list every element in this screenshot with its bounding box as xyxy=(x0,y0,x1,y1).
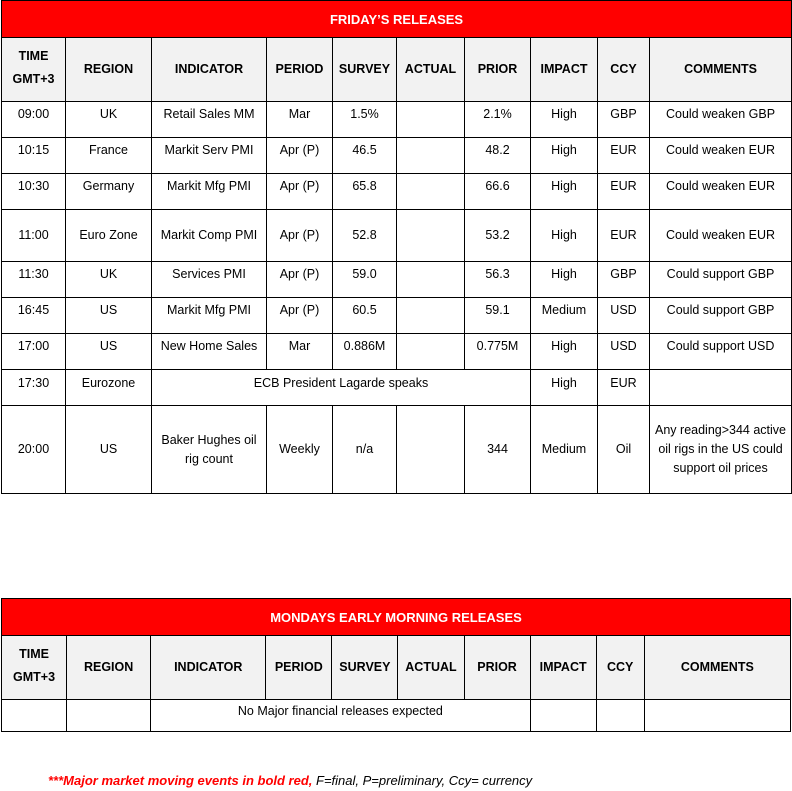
cell-actual xyxy=(397,210,465,262)
cell-impact: Medium xyxy=(531,406,598,494)
cell-ccy: EUR xyxy=(598,210,650,262)
cell-actual xyxy=(397,262,465,298)
header-impact: IMPACT xyxy=(530,636,596,700)
header-region: REGION xyxy=(66,38,152,102)
cell-ccy: USD xyxy=(598,334,650,370)
cell-actual xyxy=(397,334,465,370)
cell-ccy: GBP xyxy=(598,262,650,298)
header-period: PERIOD xyxy=(266,636,332,700)
header-survey: SURVEY xyxy=(332,636,398,700)
cell-actual xyxy=(397,138,465,174)
cell-time: 17:00 xyxy=(2,334,66,370)
cell-impact: High xyxy=(531,370,598,406)
cell-ccy: EUR xyxy=(598,138,650,174)
cell-time: 10:30 xyxy=(2,174,66,210)
cell-indicator: Retail Sales MM xyxy=(152,102,267,138)
cell-indicator: Baker Hughes oil rig count xyxy=(152,406,267,494)
table-row xyxy=(2,700,791,732)
cell-impact: High xyxy=(531,210,598,262)
cell-indicator: New Home Sales xyxy=(152,334,267,370)
monday-title: MONDAYS EARLY MORNING RELEASES xyxy=(2,599,791,636)
header-survey: SURVEY xyxy=(333,38,397,102)
cell-prior: 2.1% xyxy=(465,102,531,138)
cell-comments xyxy=(644,700,790,732)
cell-survey: 59.0 xyxy=(333,262,397,298)
cell-actual xyxy=(397,298,465,334)
cell-indicator: Markit Serv PMI xyxy=(152,138,267,174)
table-row xyxy=(2,138,792,174)
cell-ccy xyxy=(596,700,644,732)
cell-period: Apr (P) xyxy=(267,138,333,174)
header-indicator: INDICATOR xyxy=(151,636,266,700)
table-row xyxy=(2,370,792,406)
cell-time: 10:15 xyxy=(2,138,66,174)
footnote-bold-red: ***Major market moving events in bold red, xyxy=(48,773,313,788)
cell-survey: 52.8 xyxy=(333,210,397,262)
table-row xyxy=(2,262,792,298)
cell-actual xyxy=(397,174,465,210)
header-impact: IMPACT xyxy=(531,38,598,102)
cell-prior: 344 xyxy=(465,406,531,494)
cell-time: 20:00 xyxy=(2,406,66,494)
cell-indicator: Services PMI xyxy=(152,262,267,298)
header-prior: PRIOR xyxy=(464,636,530,700)
cell-comments: Any reading>344 active oil rigs in the US could support oil prices xyxy=(650,406,792,494)
cell-impact xyxy=(530,700,596,732)
cell-period: Weekly xyxy=(267,406,333,494)
header-comments: COMMENTS xyxy=(644,636,790,700)
cell-survey: 1.5% xyxy=(333,102,397,138)
cell-impact: High xyxy=(531,262,598,298)
header-prior: PRIOR xyxy=(465,38,531,102)
cell-survey: 46.5 xyxy=(333,138,397,174)
cell-period: Apr (P) xyxy=(267,262,333,298)
cell-indicator: Markit Mfg PMI xyxy=(152,298,267,334)
footnote-legend: F=final, P=preliminary, Ccy= currency xyxy=(312,773,533,788)
cell-region xyxy=(67,700,151,732)
cell-comments: Could support GBP xyxy=(650,298,792,334)
table-row xyxy=(2,210,792,262)
cell-survey: n/a xyxy=(333,406,397,494)
cell-time: 09:00 xyxy=(2,102,66,138)
cell-comments: Could support USD xyxy=(650,334,792,370)
cell-indicator: Markit Comp PMI xyxy=(152,210,267,262)
cell-actual xyxy=(397,406,465,494)
friday-releases-table xyxy=(1,0,792,494)
cell-period: Mar xyxy=(267,334,333,370)
cell-survey: 60.5 xyxy=(333,298,397,334)
table-row xyxy=(2,174,792,210)
footnote xyxy=(48,773,532,788)
header-ccy: CCY xyxy=(598,38,650,102)
cell-region: Euro Zone xyxy=(66,210,152,262)
cell-period: Apr (P) xyxy=(267,298,333,334)
cell-prior: 0.775M xyxy=(465,334,531,370)
cell-prior: 66.6 xyxy=(465,174,531,210)
header-ccy: CCY xyxy=(596,636,644,700)
header-actual: ACTUAL xyxy=(398,636,464,700)
cell-time: 11:00 xyxy=(2,210,66,262)
cell-impact: Medium xyxy=(531,298,598,334)
table-row xyxy=(2,102,792,138)
header-period: PERIOD xyxy=(267,38,333,102)
cell-impact: High xyxy=(531,138,598,174)
cell-time: 16:45 xyxy=(2,298,66,334)
header-time: TIME GMT+3 xyxy=(2,636,67,700)
cell-period: Apr (P) xyxy=(267,210,333,262)
header-actual: ACTUAL xyxy=(397,38,465,102)
cell-prior: 56.3 xyxy=(465,262,531,298)
cell-ccy: USD xyxy=(598,298,650,334)
cell-event: ECB President Lagarde speaks xyxy=(152,370,531,406)
cell-survey: 0.886M xyxy=(333,334,397,370)
header-region: REGION xyxy=(67,636,151,700)
cell-period: Mar xyxy=(267,102,333,138)
cell-comments: Could weaken GBP xyxy=(650,102,792,138)
cell-region: US xyxy=(66,298,152,334)
cell-prior: 53.2 xyxy=(465,210,531,262)
cell-region: Eurozone xyxy=(66,370,152,406)
cell-impact: High xyxy=(531,334,598,370)
cell-ccy: EUR xyxy=(598,370,650,406)
cell-impact: High xyxy=(531,174,598,210)
cell-prior: 59.1 xyxy=(465,298,531,334)
cell-ccy: GBP xyxy=(598,102,650,138)
cell-comments: Could weaken EUR xyxy=(650,210,792,262)
cell-time: 17:30 xyxy=(2,370,66,406)
cell-period: Apr (P) xyxy=(267,174,333,210)
cell-region: UK xyxy=(66,262,152,298)
cell-prior: 48.2 xyxy=(465,138,531,174)
table-row xyxy=(2,406,792,494)
cell-comments: Could support GBP xyxy=(650,262,792,298)
cell-comments: Could weaken EUR xyxy=(650,138,792,174)
cell-comments xyxy=(650,370,792,406)
cell-region: US xyxy=(66,334,152,370)
cell-ccy: Oil xyxy=(598,406,650,494)
cell-region: US xyxy=(66,406,152,494)
cell-time: 11:30 xyxy=(2,262,66,298)
cell-indicator: Markit Mfg PMI xyxy=(152,174,267,210)
cell-survey: 65.8 xyxy=(333,174,397,210)
table-row xyxy=(2,334,792,370)
cell-impact: High xyxy=(531,102,598,138)
table-row xyxy=(2,298,792,334)
friday-title: FRIDAY’S RELEASES xyxy=(2,1,792,38)
cell-region: France xyxy=(66,138,152,174)
header-comments: COMMENTS xyxy=(650,38,792,102)
header-indicator: INDICATOR xyxy=(152,38,267,102)
monday-releases-table xyxy=(1,598,791,732)
cell-actual xyxy=(397,102,465,138)
cell-region: UK xyxy=(66,102,152,138)
no-releases-note: No Major financial releases expected xyxy=(151,700,530,732)
cell-ccy: EUR xyxy=(598,174,650,210)
header-time: TIME GMT+3 xyxy=(2,38,66,102)
cell-region: Germany xyxy=(66,174,152,210)
cell-time xyxy=(2,700,67,732)
cell-comments: Could weaken EUR xyxy=(650,174,792,210)
